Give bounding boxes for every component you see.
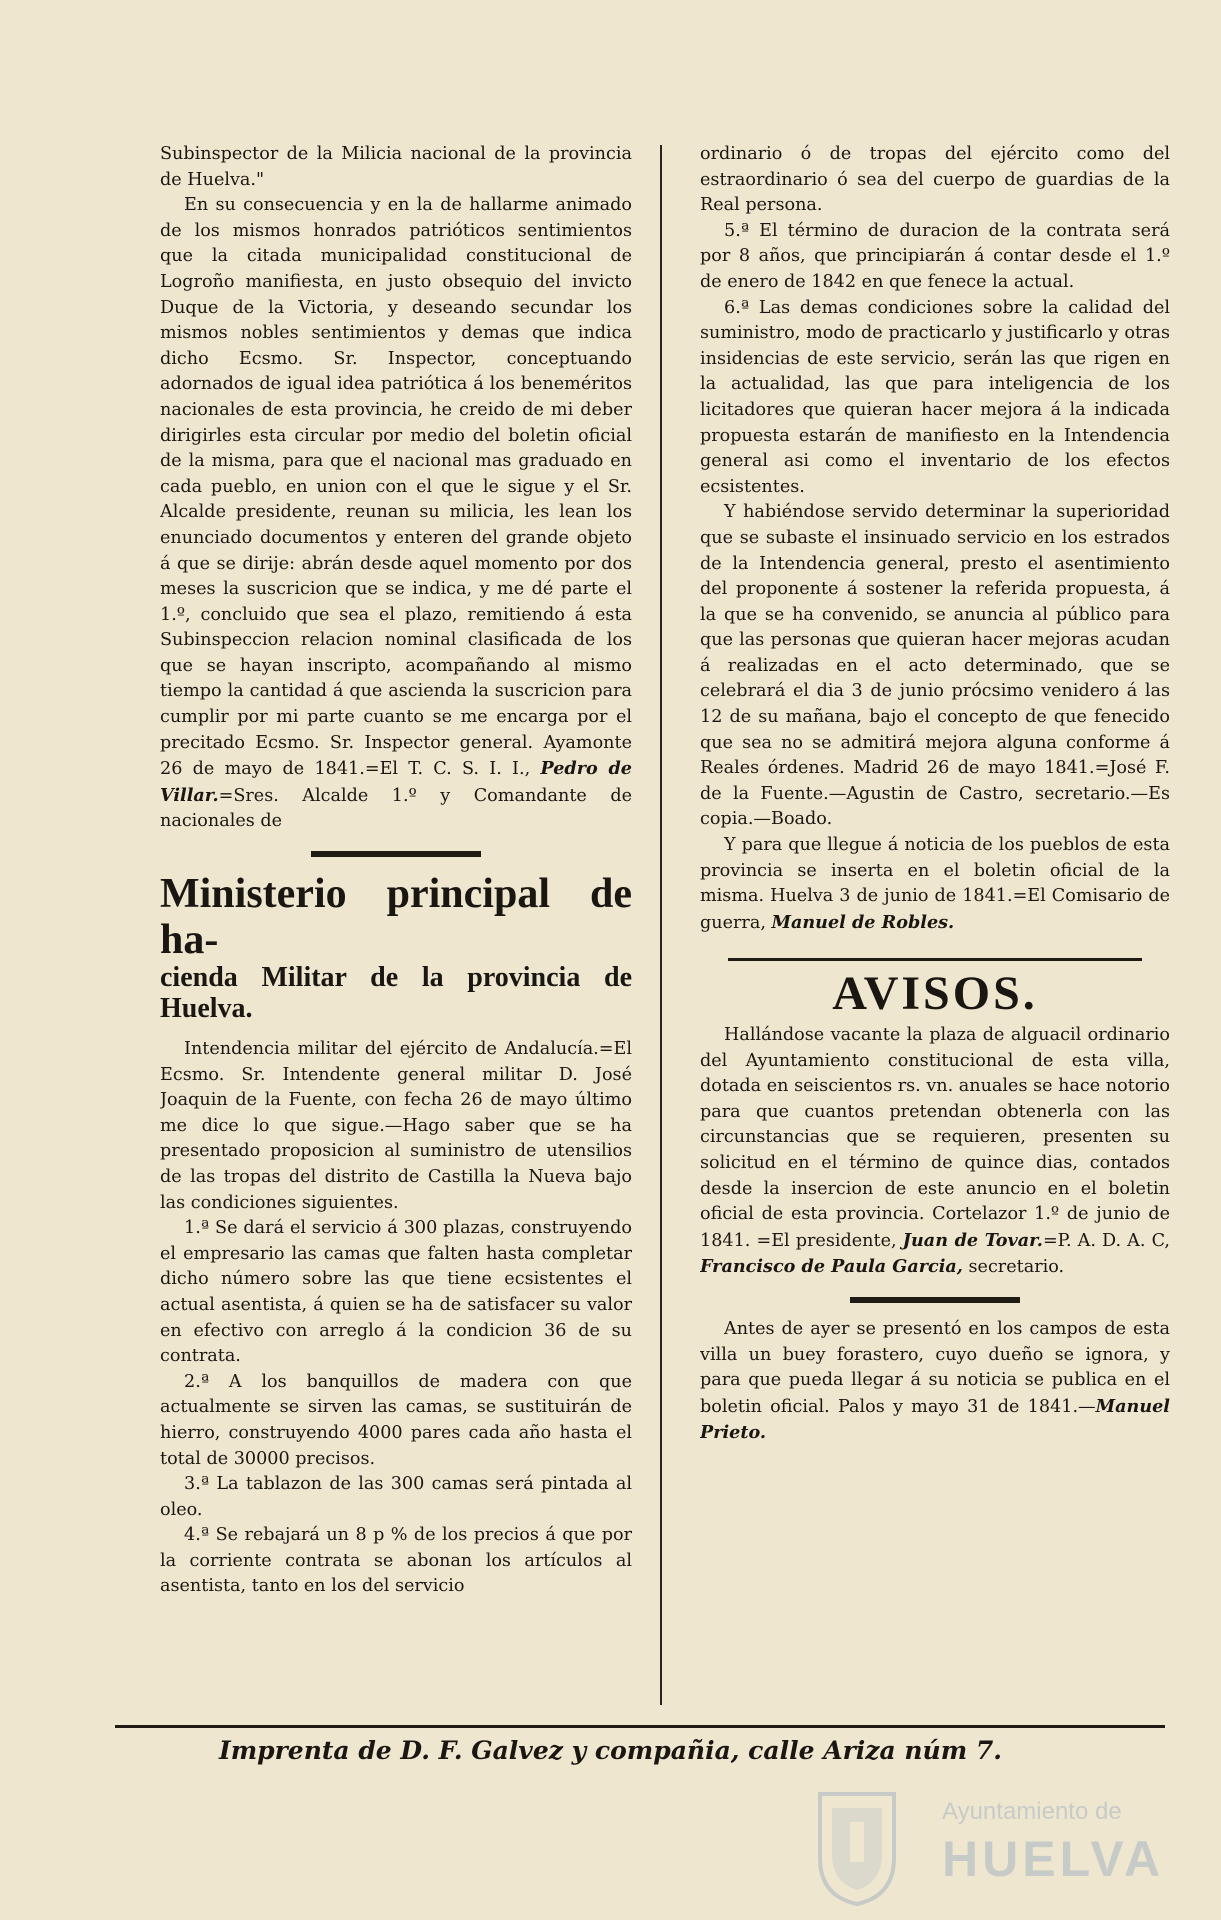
printer-imprint: Imprenta de D. F. Galvez y compañia, calle Ariza núm 7. [219,1736,1002,1765]
signer-manuel-prieto: Manuel Prieto. [700,1395,1170,1444]
buey-text: Antes de ayer se presentó en los campos de esta villa un buey forastero, cuyo dueño se ignora, y para que pueda llegar á su noticia se publica en el boletin oficial. Palos y mayo 31 de 1841.— [700,1318,1170,1417]
signer-pedro-de-villar: Pedro de Villar. [160,758,632,806]
condition-4: 4.ª Se rebajará un 8 p % de los precios á que por la corriente contrata se abonan los artículos al asentista, tanto en los del servicio [160,1525,632,1597]
paragraph-insercion [700,833,1170,936]
condition-5: 5.ª El término de duracion de la contrata será por 8 años, que principiarán á contar desde el 1.º de enero de 1842 en que fenece la actual. [700,220,1170,292]
condition-2: 2.ª A los banquillos de madera con que actualmente se sirven las camas, se sustituirán de hierro, construyendo 4000 pares cada año hasta el total de 30000 precisos. [160,1371,632,1469]
paragraph-continuation: ordinario ó de tropas del ejército como del estraordinario ó sea del cuerpo de guardias de la Real persona. [700,144,1170,216]
paragraph-intendencia: Intendencia militar del ejército de Andalucía.=El Ecsmo. Sr. Intendente general militar D. José Joaquin de la Fuente, con fecha 26 de mayo último me dice lo que sigue.—Hago saber que se ha presentado proposicion al suministro de utensilios de las tropas del distrito de Castilla la Nueva bajo las condiciones siguientes. [160,1039,632,1213]
paragraph-subinspector: Subinspector de la Milicia nacional de la provincia de Huelva." [160,144,632,190]
alguacil-tail: secretario. [968,1257,1065,1278]
heading-line-2: cienda Militar de la provincia de Huelva. [160,962,632,1025]
aviso-buey [700,1317,1170,1447]
condition-3: 3.ª La tablazon de las 300 camas será pintada al oleo. [160,1474,632,1520]
section-heading-ministerio [160,871,632,1025]
paragraph-subasta: Y habiéndose servido determinar la superioridad que se subaste el insinuado servicio en los estrados de la Intendencia general, presto el asentimiento del proponente á sostener la referida propuesta, á la que se ha convenido, se anuncia al público para que las personas que quieran hacer mejoras acudan á realizadas en el acto determinado, que se celebrará el dia 3 de junio prócsimo venidero á las 12 de su mañana, bajo el concepto de que fenecido que sea no se admitirá mejora alguna conforme á Reales órdenes. Madrid 26 de mayo 1841.=José F. de la Fuente.—Agustin de Castro, secretario.—Es copia.—Boado. [700,502,1170,830]
left-column [160,142,632,1712]
condition-1: 1.ª Se dará el servicio á 300 plazas, construyendo el empresario las camas que falten hasta completar dicho número sobre las que tiene ecsistentes el actual asentista, á quien se ha de satisfacer su valor en efectivo con arreglo á la condicion 36 de su contrata. [160,1218,632,1367]
ayuntamiento-watermark [812,1788,1192,1908]
coat-of-arms-icon [812,1788,902,1908]
watermark-line-2: HUELVA [942,1831,1165,1887]
condition-6: 6.ª Las demas condiciones sobre la calidad del suministro, modo de practicarlo y justificarlo y otras insidencias de este servicio, serán las que rigen en la actualidad, las que para inteligencia de los licitadores que quieran hacer mejora á la indicada propuesta estarán de manifiesto en la Intendencia general asi como el inventario de los efectos ecsistentes. [700,297,1170,497]
watermark-line-1: Ayuntamiento de [942,1798,1122,1825]
signer-francisco-garcia: Francisco de Paula Garcia, [700,1256,963,1278]
alguacil-text: Hallándose vacante la plaza de alguacil ordinario del Ayuntamiento constitucional de esta villa, dotada en seiscientos rs. vn. anuales se hace notorio para que cuantos pretendan obtenerla con las circunstancias que se requieren, presenten su solicitud en el término de quince dias, contados desde la insercion de este anuncio en el boletin oficial de esta provincia. Cortelazor 1.º de junio de 1841. =El presidente, [700,1025,1170,1251]
circular-text: En su consecuencia y en la de hallarme animado de los mismos honrados patrióticos sentimientos que la citada municipalidad constitucional de Logroño manifiesta, en justo obsequio del invicto Duque de la Victoria, y deseando secundar los mismos nobles sentimientos y demas que indica dicho Ecsmo. Sr. Inspector, conceptuando adornados de igual idea patriótica á los beneméritos nacionales de esta provincia, he creido de mi deber dirigirles esta circular por medio del boletin oficial de la misma, para que el nacional mas graduado en cada pueblo, en union con el que le sigue y el Sr. Alcalde presidente, reunan su milicia, les lean los enunciado documentos y enteren del grande objeto á que se dirije: abrán desde aquel momento por dos meses la suscricion que se indica, y me dé parte el 1.º, concluido que sea el plazo, remitiendo á esta Subinspeccion relacion nominal clasificada de los que se hayan inscripto, acompañando al mismo tiempo la cantidad á que ascienda la suscricion para cumplir por mi parte cuanto se me encarga por el precitado Ecsmo. Sr. Inspector general. Ayamonte 26 de mayo de 1841.=El T. C. S. I. I., [160,195,632,780]
aviso-alguacil [700,1023,1170,1281]
alguacil-mid: =P. A. D. A. C, [1042,1230,1170,1251]
avisos-heading: AVISOS. [832,967,1038,1021]
circular-tail: =Sres. Alcalde 1.º y Comandante de nacionales de [160,785,632,832]
column-divider [660,145,662,1705]
heading-line-1: Ministerio principal de ha- [160,871,632,964]
signer-juan-de-tovar: Juan de Tovar. [902,1229,1043,1251]
insercion-text: Y para que llegue á noticia de los pueblos de esta provincia se inserta en el boletin oficial de la misma. Huelva 3 de junio de 1841.=El Comisario de guerra, [700,835,1170,933]
section-divider [311,851,481,857]
paragraph-circular [160,193,632,835]
footer-rule [115,1725,1165,1728]
aviso-divider [850,1297,1019,1303]
section-divider-long [728,958,1142,961]
signer-manuel-de-robles: Manuel de Robles. [771,911,955,933]
right-column [700,142,1170,1712]
